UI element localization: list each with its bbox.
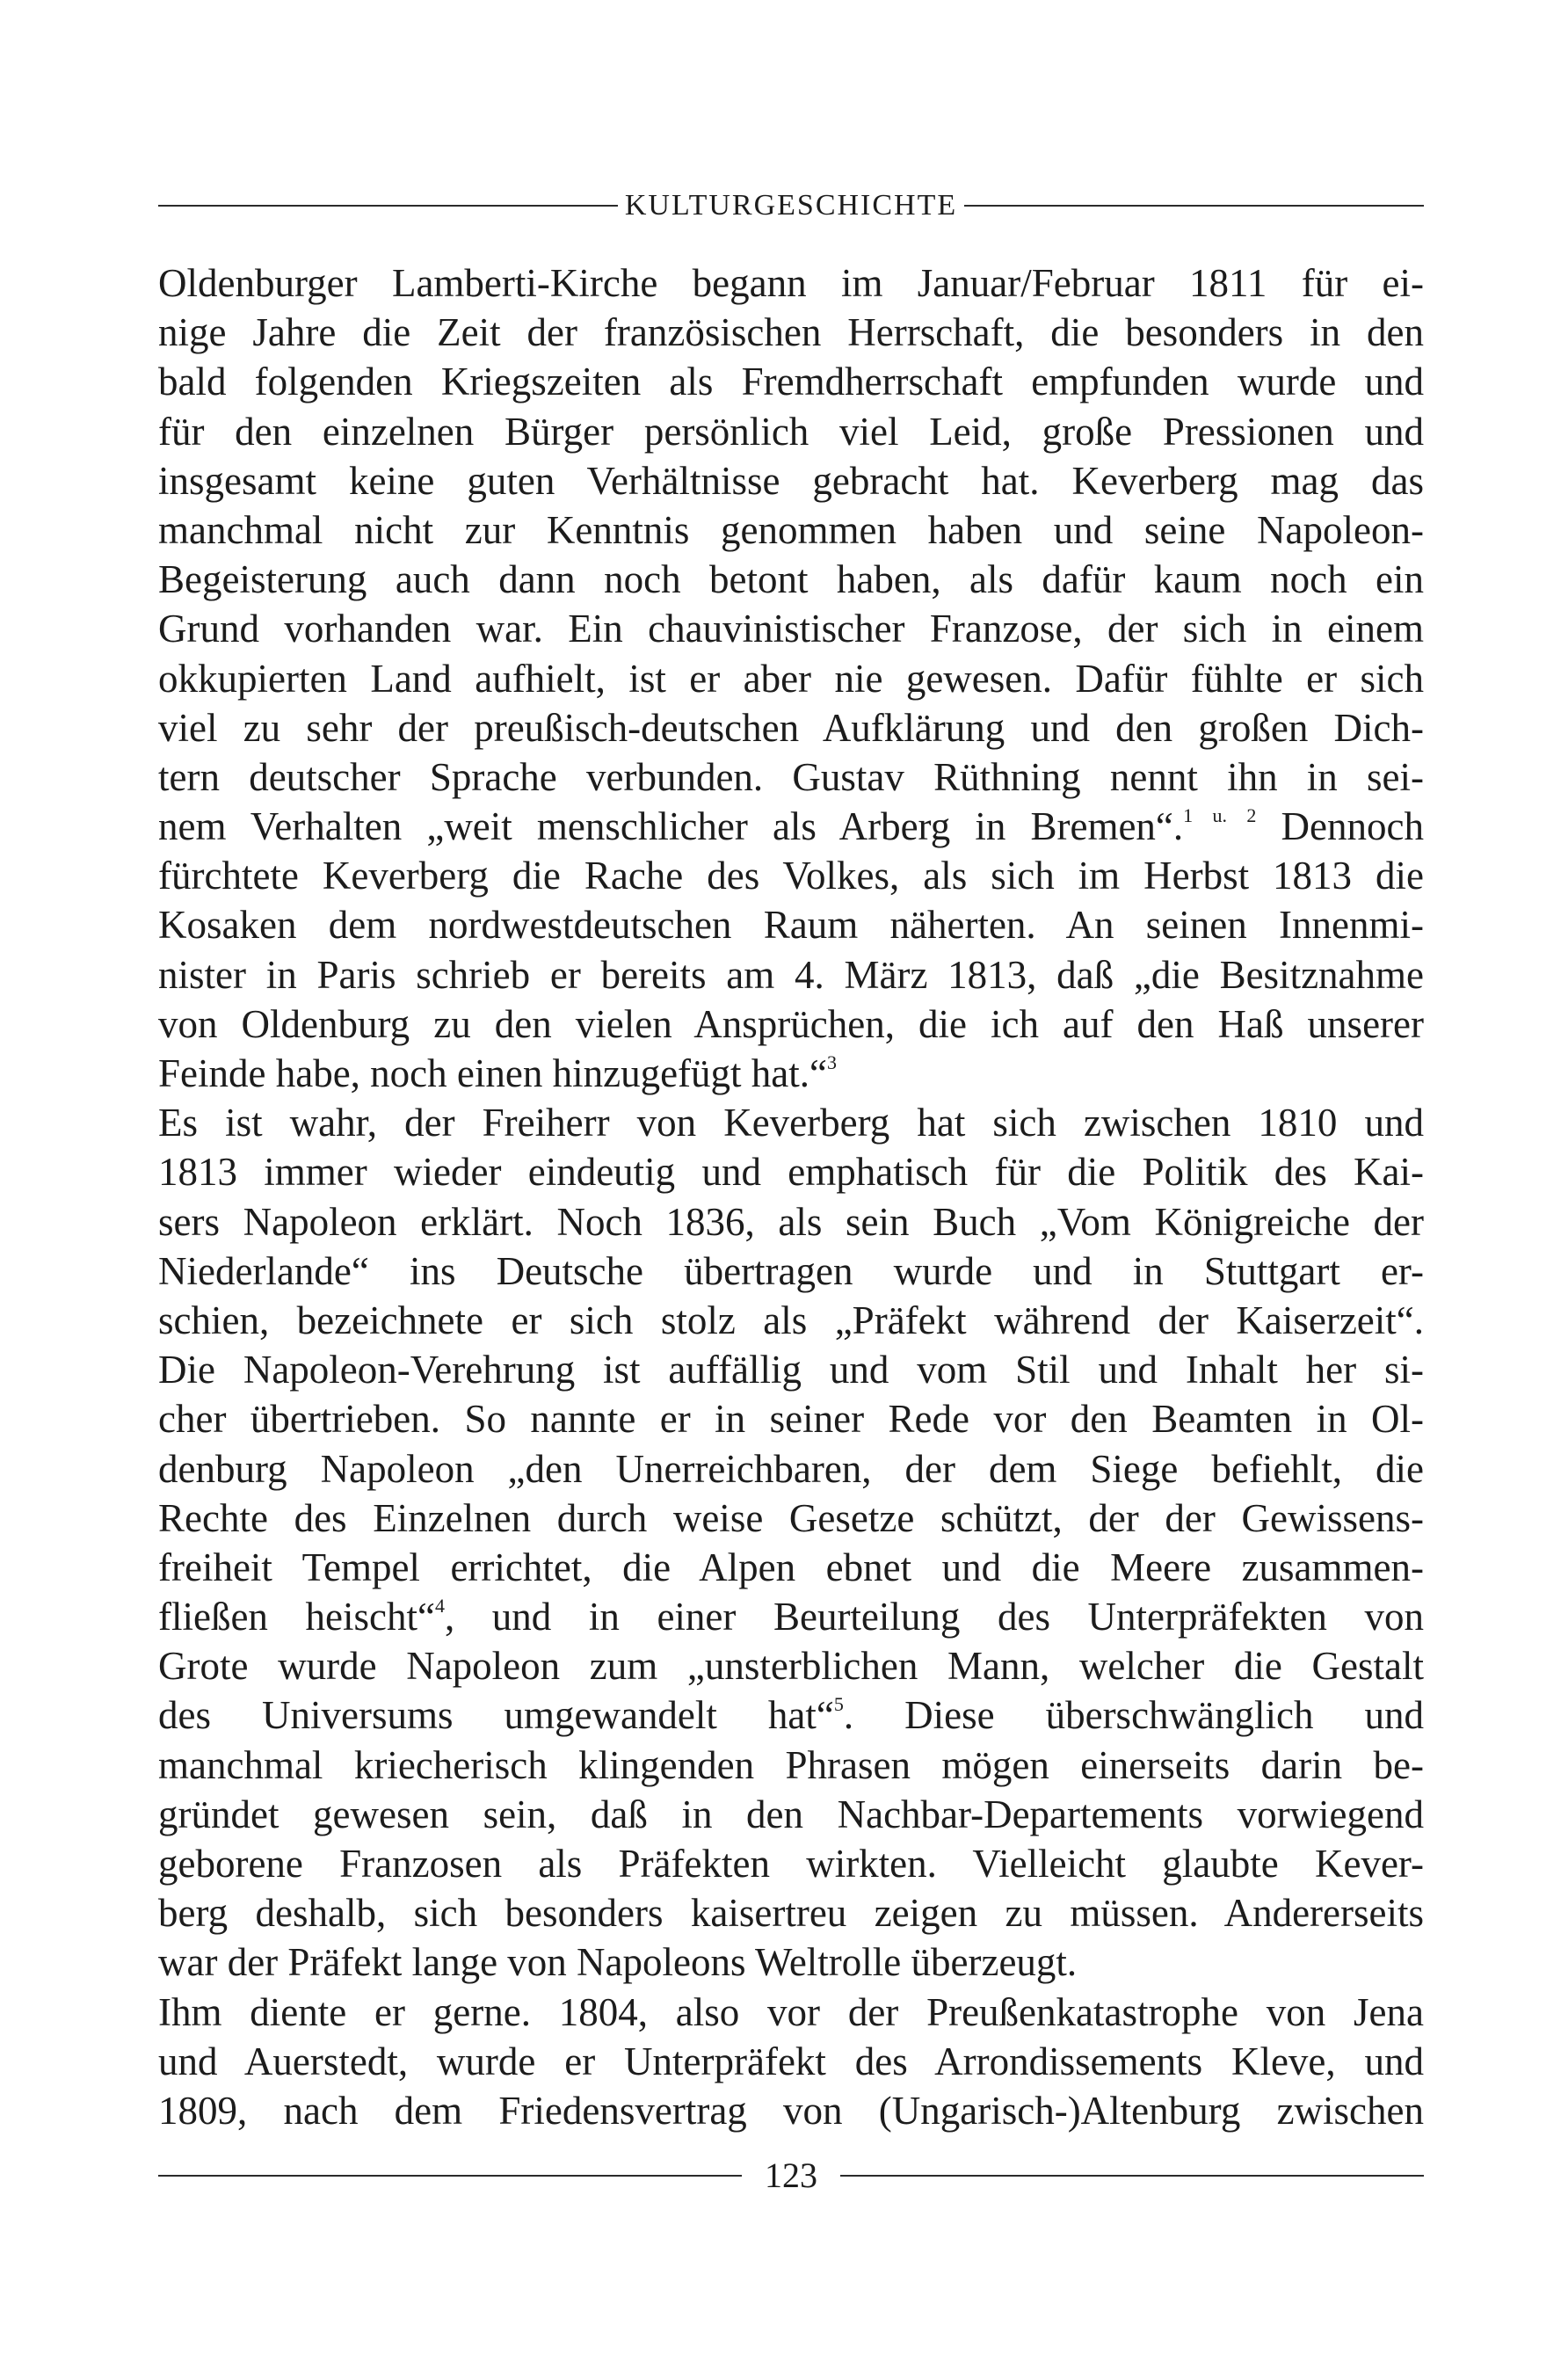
- line-text: tern deutscher Sprache verbunden. Gustav Rüthning nennt ihn in sei-: [158, 754, 1424, 799]
- text-line: [158, 1839, 1424, 1888]
- line-text: für den einzelnen Bürger persönlich viel Leid, große Pressionen und: [158, 409, 1424, 454]
- line-text: bald folgenden Kriegszeiten als Fremdherrschaft empfunden wurde und: [158, 360, 1424, 404]
- text-line: [158, 2086, 1424, 2135]
- line-text: nem Verhalten „weit menschlicher als Arberg in Bremen“.: [158, 804, 1184, 849]
- text-line: [158, 456, 1424, 505]
- text-line: [158, 1247, 1424, 1296]
- text-line: [158, 1741, 1424, 1790]
- running-title: KULTURGESCHICHTE: [624, 189, 958, 222]
- line-text: Feinde habe, noch einen hinzugefügt hat.“: [158, 1051, 827, 1095]
- text-line: [158, 357, 1424, 406]
- text-line: [158, 900, 1424, 949]
- text-line: [158, 1641, 1424, 1690]
- text-line: [158, 1000, 1424, 1049]
- text-line: [158, 752, 1424, 802]
- text-line: [158, 407, 1424, 456]
- line-text: nige Jahre die Zeit der französischen Herrschaft, die besonders in den: [158, 310, 1424, 355]
- text-line: [158, 1444, 1424, 1494]
- body-text: [158, 258, 1424, 2135]
- line-text: denburg Napoleon „den Unerreichbaren, der dem Siege befiehlt, die: [158, 1446, 1424, 1491]
- line-text: manchmal nicht zur Kenntnis genommen haben und seine Napoleon-: [158, 507, 1424, 552]
- text-line: [158, 851, 1424, 900]
- footer-rule-right: [840, 2175, 1424, 2177]
- line-text: war der Präfekt lange von Napoleons Weltrolle überzeugt.: [158, 1940, 1078, 1985]
- footnote-marker: 4: [434, 1595, 445, 1618]
- line-text-continued: , und in einer Beurteilung des Unterpräfekten von: [444, 1595, 1424, 1639]
- line-text: Rechte des Einzelnen durch weise Gesetze schützt, der der Gewissens-: [158, 1495, 1424, 1540]
- text-line: [158, 555, 1424, 604]
- text-line: [158, 1592, 1424, 1641]
- line-text: Oldenburger Lamberti-Kirche begann im Januar/Februar 1811 für ei-: [158, 261, 1424, 305]
- line-text: Es ist wahr, der Freiherr von Keverberg hat sich zwischen 1810 und: [158, 1101, 1424, 1145]
- line-text: fließen heischt“: [158, 1595, 435, 1639]
- text-line: [158, 1988, 1424, 2037]
- text-line: [158, 654, 1424, 703]
- line-text: Begeisterung auch dann noch betont haben, als dafür kaum noch ein: [158, 557, 1424, 602]
- line-text-continued: . Diese überschwänglich und: [843, 1693, 1424, 1738]
- line-text: viel zu sehr der preußisch-deutschen Aufklärung und den großen Dich-: [158, 705, 1424, 750]
- line-text: sers Napoleon erklärt. Noch 1836, als sein Buch „Vom Königreiche der: [158, 1199, 1424, 1244]
- footnote-marker: 1 u. 2: [1183, 804, 1257, 827]
- text-line: [158, 1937, 1424, 1987]
- text-line: [158, 1790, 1424, 1839]
- line-text: 1813 immer wieder eindeutig und emphatisch für die Politik des Kai-: [158, 1150, 1424, 1195]
- header-rule-left: [158, 205, 618, 207]
- text-line: [158, 1543, 1424, 1592]
- line-text: Ihm diente er gerne. 1804, also vor der Preußenkatastrophe von Jena: [158, 1989, 1424, 2034]
- line-text: manchmal kriecherisch klingenden Phrasen mögen einerseits darin be-: [158, 1742, 1424, 1787]
- text-line: [158, 1345, 1424, 1394]
- running-head: [158, 179, 1424, 232]
- text-line: [158, 950, 1424, 1000]
- text-line: [158, 505, 1424, 555]
- line-text: freiheit Tempel errichtet, die Alpen ebnet und die Meere zusammen-: [158, 1545, 1424, 1589]
- footnote-marker: 3: [826, 1051, 837, 1073]
- page-footer: [158, 2149, 1424, 2202]
- paragraph: [158, 1098, 1424, 1987]
- line-text: des Universums umgewandelt hat“: [158, 1693, 834, 1738]
- footnote-marker: 5: [833, 1693, 844, 1716]
- line-text: Grote wurde Napoleon zum „unsterblichen Mann, welcher die Gestalt: [158, 1644, 1424, 1689]
- line-text: nister in Paris schrieb er bereits am 4. März 1813, daß „die Besitznahme: [158, 952, 1424, 997]
- header-rule-right: [964, 205, 1424, 207]
- line-text: okkupierten Land aufhielt, ist er aber nie gewesen. Dafür fühlte er sich: [158, 656, 1424, 701]
- text-line: [158, 1888, 1424, 1937]
- text-line: [158, 1296, 1424, 1345]
- text-line: [158, 604, 1424, 653]
- text-line: [158, 1690, 1424, 1740]
- text-line: [158, 1394, 1424, 1443]
- paragraph: [158, 1988, 1424, 2136]
- line-text: gründet gewesen sein, daß in den Nachbar-Departements vorwiegend: [158, 1792, 1424, 1836]
- text-line: [158, 1147, 1424, 1196]
- line-text: von Oldenburg zu den vielen Ansprüchen, die ich auf den Haß unserer: [158, 1001, 1424, 1046]
- footer-rule-left: [158, 2175, 742, 2177]
- line-text: Niederlande“ ins Deutsche übertragen wurde und in Stuttgart er-: [158, 1248, 1424, 1293]
- line-text: berg deshalb, sich besonders kaisertreu zeigen zu müssen. Andererseits: [158, 1891, 1424, 1936]
- line-text: cher übertrieben. So nannte er in seiner Rede vor den Beamten in Ol-: [158, 1397, 1424, 1442]
- line-text: Grund vorhanden war. Ein chauvinistischer Franzose, der sich in einem: [158, 607, 1424, 651]
- text-line: [158, 1098, 1424, 1147]
- line-text: schien, bezeichnete er sich stolz als „Präfekt während der Kaiserzeit“.: [158, 1298, 1424, 1342]
- text-line: [158, 1049, 1424, 1098]
- page-number: 123: [765, 2156, 817, 2195]
- line-text-continued: Dennoch: [1256, 804, 1424, 849]
- text-line: [158, 802, 1424, 851]
- line-text: Kosaken dem nordwestdeutschen Raum näherten. An seinen Innenmi-: [158, 903, 1424, 948]
- text-line: [158, 703, 1424, 752]
- line-text: 1809, nach dem Friedensvertrag von (Ungarisch-)Altenburg zwischen: [158, 2088, 1424, 2133]
- line-text: fürchtete Keverberg die Rache des Volkes, als sich im Herbst 1813 die: [158, 854, 1424, 898]
- text-line: [158, 308, 1424, 357]
- text-line: [158, 2037, 1424, 2086]
- line-text: Die Napoleon-Verehrung ist auffällig und vom Stil und Inhalt her si-: [158, 1348, 1424, 1392]
- text-line: [158, 258, 1424, 308]
- text-line: [158, 1494, 1424, 1543]
- line-text: geborene Franzosen als Präfekten wirkten. Vielleicht glaubte Kever-: [158, 1842, 1424, 1886]
- text-line: [158, 1197, 1424, 1247]
- line-text: und Auerstedt, wurde er Unterpräfekt des Arrondissements Kleve, und: [158, 2039, 1424, 2083]
- line-text: insgesamt keine guten Verhältnisse gebracht hat. Keverberg mag das: [158, 458, 1424, 503]
- paragraph: [158, 258, 1424, 1098]
